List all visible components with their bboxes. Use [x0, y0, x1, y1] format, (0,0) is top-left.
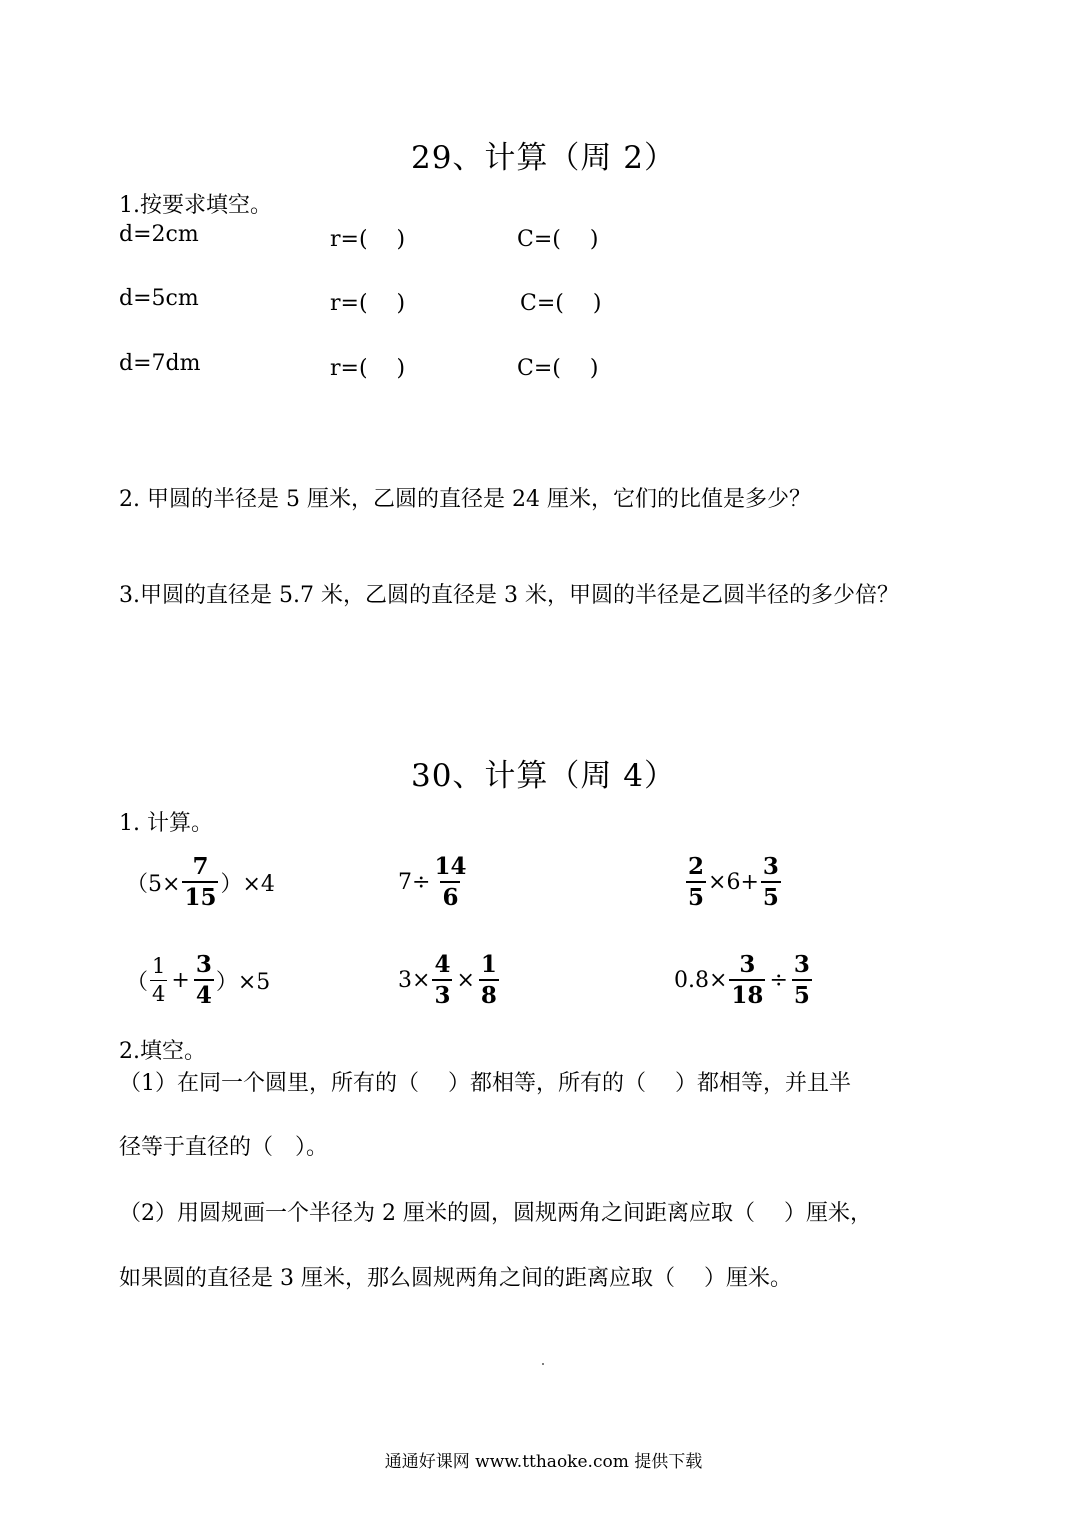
s29-row1-d: d=2cm [119, 222, 199, 247]
s29-question-3: 3.甲圆的直径是 5.7 米，乙圆的直径是 3 米，甲圆的半径是乙圆半径的多少倍？ [119, 583, 899, 608]
fraction [432, 855, 468, 909]
expr4-close: ）×5 [215, 969, 271, 995]
denominator: 3 [432, 979, 452, 1007]
numerator: 3 [793, 951, 810, 978]
expression-1 [126, 855, 275, 909]
denominator: 5 [761, 881, 781, 909]
expr6-div: ÷ [769, 967, 788, 993]
footer-watermark: 通通好课网 www.tthaoke.com 提供下载 [384, 1452, 703, 1472]
s29-row3-d: d=7dm [119, 351, 201, 376]
expression-3 [684, 855, 783, 909]
expr4-open: （ [126, 969, 149, 995]
expr3-mid: ×6+ [708, 869, 759, 895]
numerator: 2 [688, 853, 705, 880]
denominator: 4 [152, 981, 166, 1006]
fill-1-line-2: 径等于直径的（ ）。 [119, 1135, 329, 1160]
s29-row2-r: r=( ) [330, 291, 406, 316]
denominator: 4 [194, 979, 214, 1007]
section-30-title: 30、计算（周 4） [410, 758, 677, 794]
expression-5 [398, 953, 501, 1007]
denominator: 5 [792, 979, 812, 1007]
denominator: 15 [182, 881, 218, 909]
s29-row1-c: C=( ) [517, 227, 599, 252]
s29-row1-r: r=( ) [330, 227, 406, 252]
expr1-open: （5× [126, 871, 181, 897]
expression-6 [674, 953, 814, 1007]
expr5-lead: 3× [398, 967, 431, 993]
expr2-lead: 7÷ [398, 869, 431, 895]
fraction [729, 953, 765, 1007]
numerator: 3 [739, 951, 756, 978]
denominator: 6 [440, 881, 460, 909]
fraction [761, 855, 781, 909]
expr6-lead: 0.8× [674, 967, 728, 993]
fraction [479, 953, 499, 1007]
s29-row3-r: r=( ) [330, 356, 406, 381]
numerator: 1 [480, 951, 497, 978]
denominator: 8 [479, 979, 499, 1007]
fraction [686, 855, 706, 909]
numerator: 1 [152, 953, 166, 978]
fraction [182, 855, 218, 909]
numerator: 3 [195, 951, 212, 978]
s30-q1-heading: 1. 计算。 [119, 811, 213, 836]
denominator: 18 [729, 979, 765, 1007]
fill-1-line-1: （1）在同一个圆里，所有的（ ）都相等，所有的（ ）都相等，并且半 [119, 1071, 851, 1096]
s29-row2-c: C=( ) [520, 291, 602, 316]
fraction [432, 953, 452, 1007]
expr1-close: ）×4 [220, 871, 275, 897]
s30-q2-heading: 2.填空。 [119, 1039, 206, 1064]
stray-dot [542, 1363, 544, 1365]
numerator: 4 [434, 951, 451, 978]
fraction [194, 953, 214, 1007]
s29-row2-d: d=5cm [119, 286, 199, 311]
denominator: 5 [686, 881, 706, 909]
fill-2-line-1: （2）用圆规画一个半径为 2 厘米的圆，圆规两角之间距离应取（ ）厘米， [119, 1201, 872, 1226]
numerator: 3 [762, 853, 779, 880]
expr4-plus: + [171, 967, 190, 993]
expression-4 [126, 953, 270, 1007]
s29-question-2: 2. 甲圆的半径是 5 厘米，乙圆的直径是 24 厘米，它们的比值是多少？ [119, 487, 811, 512]
fraction [150, 953, 167, 1006]
expression-2 [398, 855, 470, 909]
s29-q1-heading: 1.按要求填空。 [119, 193, 272, 218]
numerator: 14 [434, 853, 467, 880]
section-29-title: 29、计算（周 2） [410, 140, 677, 176]
s29-row3-c: C=( ) [517, 356, 599, 381]
fraction [792, 953, 812, 1007]
fill-2-line-2: 如果圆的直径是 3 厘米，那么圆规两角之间的距离应取（ ）厘米。 [119, 1266, 792, 1291]
numerator: 7 [192, 853, 209, 880]
expr5-times: × [456, 967, 475, 993]
